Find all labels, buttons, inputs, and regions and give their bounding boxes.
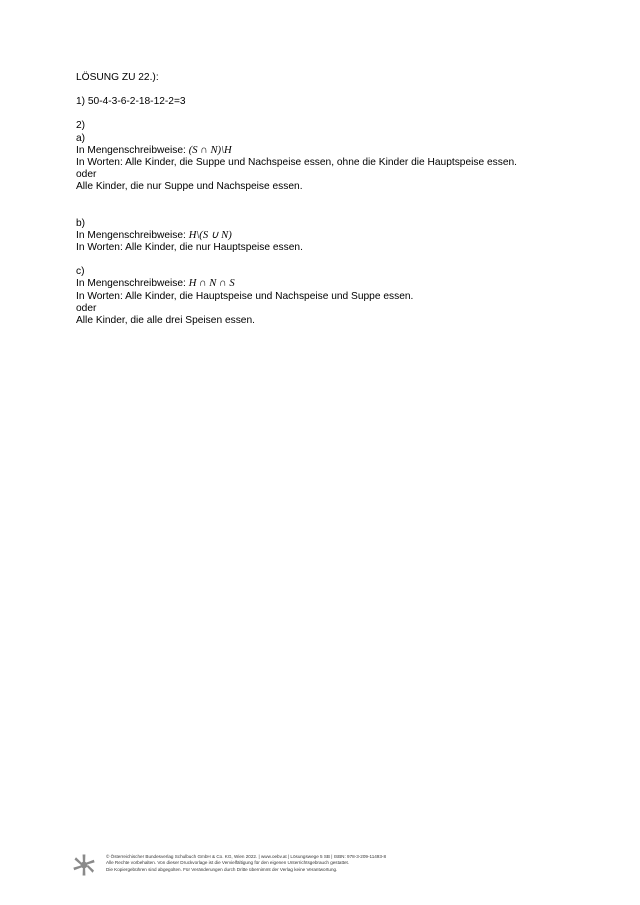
oebv-logo-icon xyxy=(72,853,96,877)
set-expression: H ∩ N ∩ S xyxy=(188,278,235,290)
part-a-set-notation xyxy=(76,145,596,157)
part-c-set-notation xyxy=(76,278,596,290)
part-c-alt: Alle Kinder, die alle drei Speisen essen. xyxy=(76,315,255,327)
set-expression: (S ∩ N)\H xyxy=(188,144,232,156)
part-b-words: In Worten: Alle Kinder, die nur Hauptspeise essen. xyxy=(76,242,303,254)
part-c-label: c) xyxy=(76,266,85,278)
part-a-label: a) xyxy=(76,132,86,144)
set-expression: H\(S ∪ N) xyxy=(188,229,232,241)
part-c-words: In Worten: Alle Kinder, die Hauptspeise und Nachspeise und Suppe essen. xyxy=(76,290,414,302)
set-notation-prefix: In Mengenschreibweise: xyxy=(76,144,189,156)
answer-2-label: 2) xyxy=(76,120,86,132)
footer-text xyxy=(106,854,386,873)
part-b-set-notation xyxy=(76,230,596,242)
part-a-alt: Alle Kinder, die nur Suppe und Nachspeise essen. xyxy=(76,181,303,193)
footer-copyright: © Österreichischer Bundesverlag Schulbuch GmbH & Co. KG, Wien 2022. | www.oebv.at | Lösungswege 5 SB | ISBN: 978-3-209-11493-8 xyxy=(106,854,387,859)
answer-1: 1) 50-4-3-6-2-18-12-2=3 xyxy=(76,96,186,108)
footer-rights: Alle Rechte vorbehalten. Von dieser Druckvorlage ist die Vervielfältigung für den eigenen Unterrichtsgebrauch gestattet. xyxy=(106,860,350,866)
part-a-oder: oder xyxy=(76,169,97,181)
part-b-label: b) xyxy=(76,217,86,229)
footer-disclaimer: Die Kopiergebühren sind abgegolten. Für Veränderungen durch Dritte übernimmt der Verlag keine Verantwortung. xyxy=(106,866,338,872)
set-notation-prefix: In Mengenschreibweise: xyxy=(76,229,189,241)
set-notation-prefix: In Mengenschreibweise: xyxy=(76,278,189,290)
solution-content xyxy=(76,72,596,327)
solution-heading: LÖSUNG ZU 22.): xyxy=(76,72,159,83)
part-c-oder: oder xyxy=(76,302,97,314)
page-footer xyxy=(72,851,592,883)
part-a-words: In Worten: Alle Kinder, die Suppe und Nachspeise essen, ohne die Kinder die Hauptspeise essen. xyxy=(76,157,517,169)
